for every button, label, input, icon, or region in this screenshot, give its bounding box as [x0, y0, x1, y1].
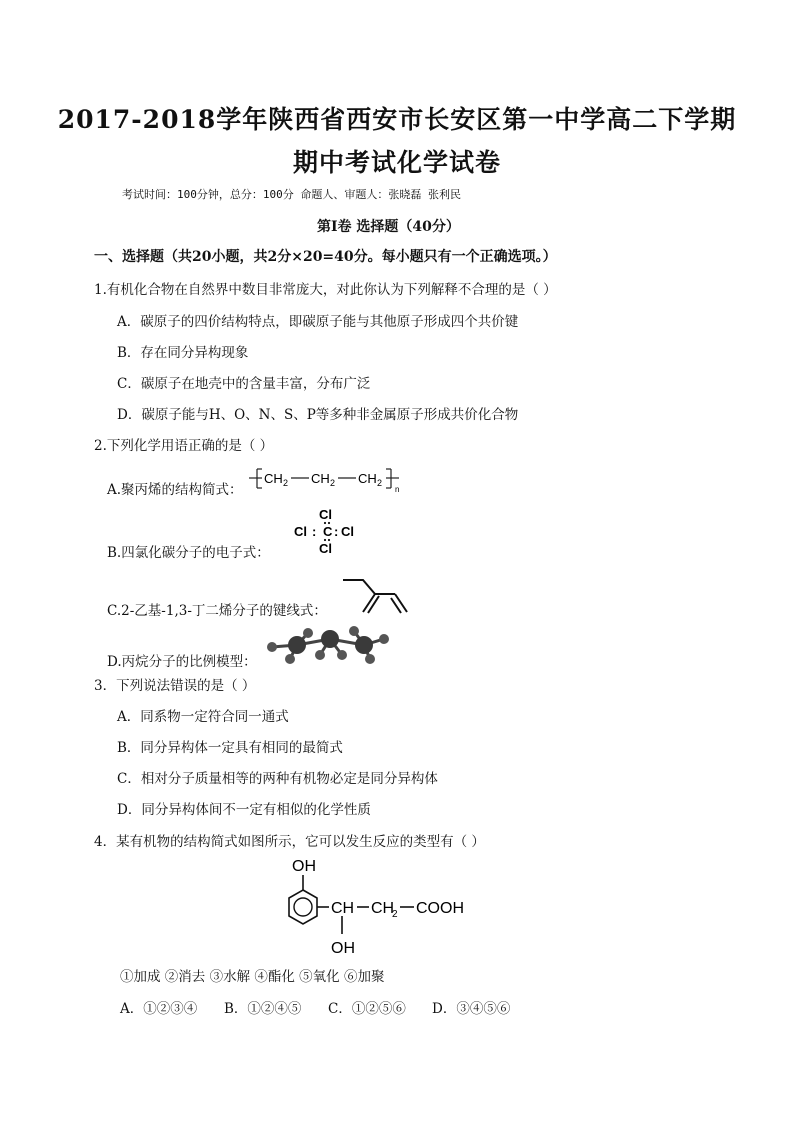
cooh-label: COOH — [416, 900, 464, 917]
ch2-group-3: CH — [358, 471, 377, 486]
cl-bottom: Cl — [319, 541, 332, 556]
subscript-2: 2 — [330, 478, 336, 488]
subscript-3: 2 — [377, 478, 383, 488]
q1-option-d: D．碳原子能与H、O、N、S、P等多种非金属原子形成共价化合物 — [117, 407, 519, 423]
q4-stem: 4．某有机物的结构简式如图所示，它可以发生反应的类型有（ ） — [94, 834, 485, 850]
q1-option-b: B．存在同分异构现象 — [117, 345, 249, 361]
oh-bottom-label: OH — [331, 940, 355, 957]
colon-right: : — [334, 524, 339, 539]
colon-left: : — [312, 524, 317, 539]
q4-choice-b: B．①②④⑤ — [224, 1001, 302, 1017]
bond-line-structure — [335, 570, 415, 618]
q4-reaction-types: ①加成 ②消去 ③水解 ④酯化 ⑤氧化 ⑥加聚 — [120, 969, 385, 985]
q2-stem: 2.下列化学用语正确的是（ ） — [94, 438, 274, 454]
q2-option-d: D.丙烷分子的比例模型： — [107, 654, 257, 670]
carbon-atom: C — [323, 524, 333, 539]
exam-title-line2: 期中考试化学试卷 — [292, 148, 501, 177]
q3-stem: 3．下列说法错误的是（ ） — [94, 678, 256, 694]
ccl4-electron-formula — [288, 505, 370, 557]
q4-structure-diagram — [265, 852, 485, 962]
oh-top-label: OH — [292, 858, 316, 875]
q3-option-d: D．同分异构体间不一定有相似的化学性质 — [117, 802, 371, 818]
exam-title-line1: 2017-2018学年陕西省西安市长安区第一中学高二下学期 — [57, 105, 737, 134]
ch2-label: CH — [371, 900, 395, 917]
subscript-1: 2 — [283, 478, 289, 488]
q2-option-b: B.四氯化碳分子的电子式： — [107, 545, 270, 561]
section-instruction: 一、选择题（共20小题，共2分×20=40分。每小题只有一个正确选项。） — [94, 249, 557, 265]
q4-choice-a: A．①②③④ — [120, 1001, 198, 1017]
cl-right: Cl — [341, 524, 354, 539]
q4-choice-d: D．③④⑤⑥ — [432, 1001, 511, 1017]
q4-choice-c: C．①②⑤⑥ — [328, 1001, 406, 1017]
ch-label: CH — [331, 900, 355, 917]
q1-option-a: A．碳原子的四价结构特点，即碳原子能与其他原子形成四个共价键 — [117, 314, 519, 330]
q1-stem: 1.有机化合物在自然界中数目非常庞大，对此你认为下列解释不合理的是（ ） — [94, 282, 557, 298]
q3-option-b: B．同分异构体一定具有相同的最简式 — [117, 740, 343, 756]
polymer-n: n — [395, 485, 400, 494]
propane-model — [260, 625, 395, 665]
q1-option-c: C．碳原子在地壳中的含量丰富，分布广泛 — [117, 376, 371, 392]
ch2-group-2: CH — [311, 471, 330, 486]
polypropylene-formula — [245, 464, 405, 496]
cl-top: Cl — [319, 507, 332, 522]
ch2-group-1: CH — [264, 471, 283, 486]
q2-option-c: C.2-乙基-1,3-丁二烯分子的键线式： — [107, 603, 327, 619]
q3-option-c: C．相对分子质量相等的两种有机物必定是同分异构体 — [117, 771, 438, 787]
cl-left: Cl — [294, 524, 307, 539]
q2-option-a: A.聚丙烯的结构简式： — [107, 482, 243, 498]
part-title: 第Ⅰ卷 选择题（40分） — [317, 219, 460, 235]
ch2-subscript: 2 — [392, 909, 398, 920]
exam-meta: 考试时间：100分钟，总分：100分 命题人、审题人：张晓磊 张利民 — [122, 188, 461, 201]
q3-option-a: A．同系物一定符合同一通式 — [117, 709, 289, 725]
